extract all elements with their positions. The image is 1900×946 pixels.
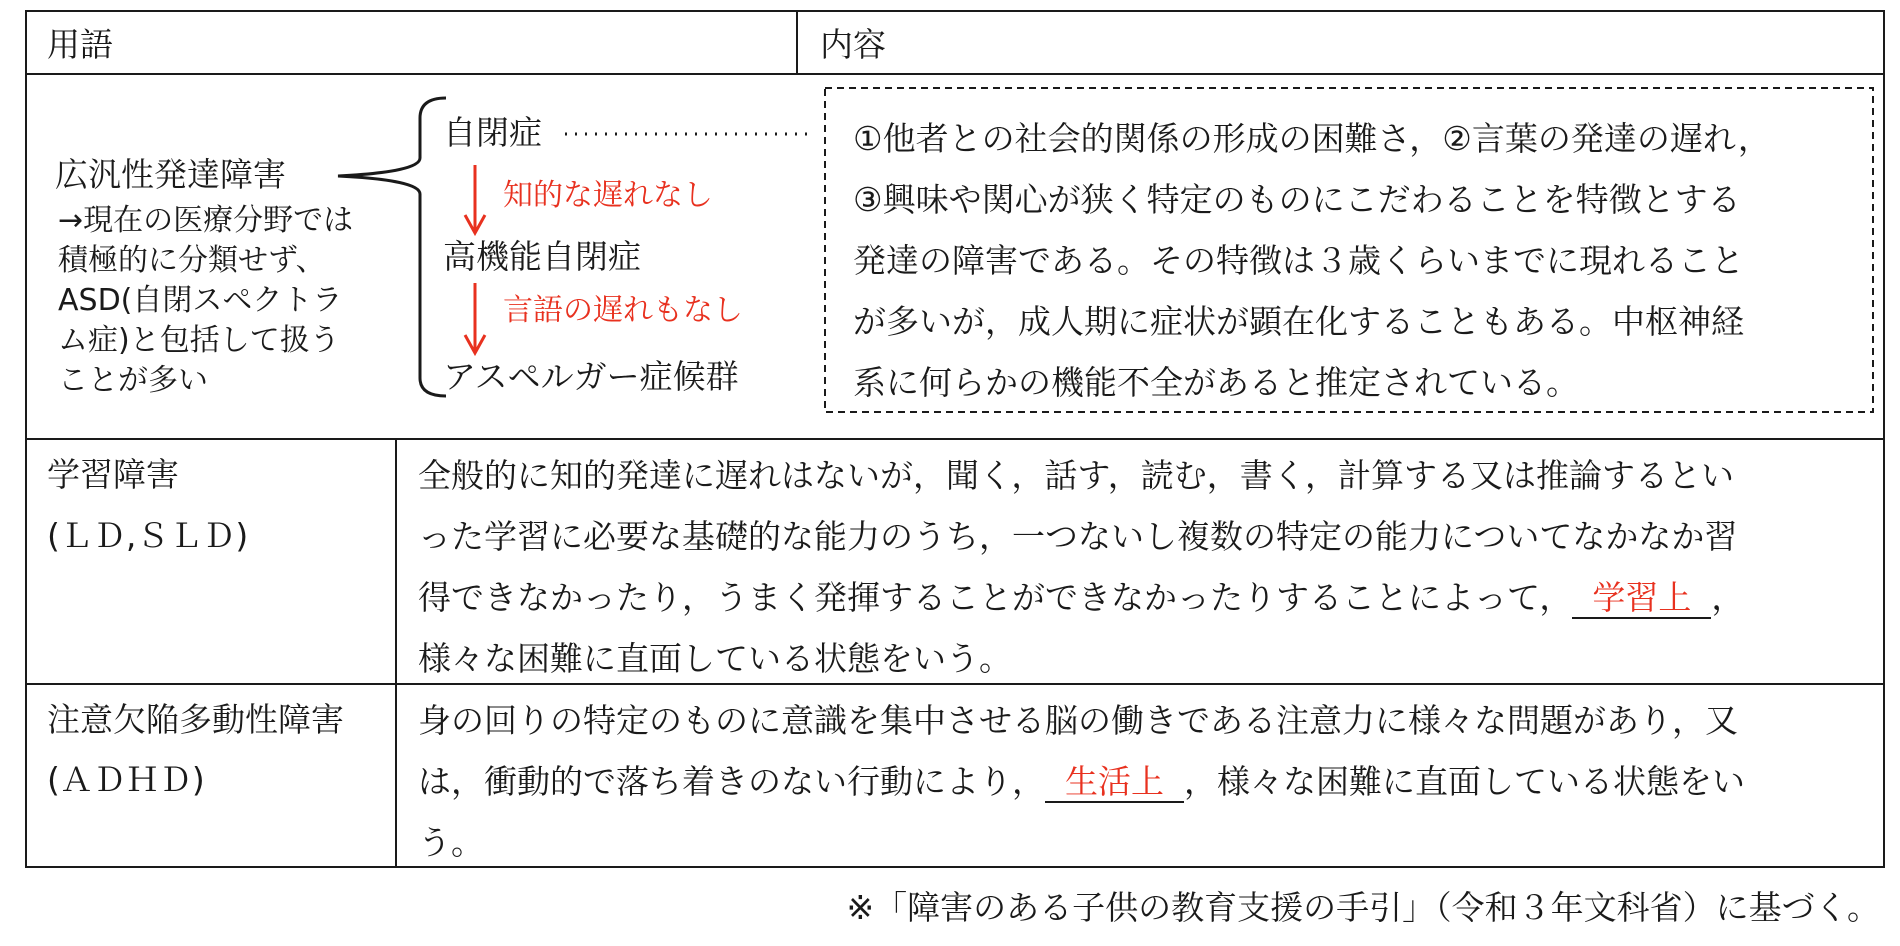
adhd-term-abbr: (ＡＤＨＤ) [47, 760, 205, 799]
ld-blank-answer: 学習上 [1572, 578, 1711, 619]
arrow2-label: 言語の遅れもなし [503, 293, 743, 328]
pdd-note-line: ASD(自閉スペクトラ [58, 283, 343, 318]
adhd-description: 身の回りの特定のものに意識を集中させる脳の働きである注意力に様々な問題があり，又 は，衝動的で落ち着きのない行動により， 生活上 ，様々な困難に直面している状態をい う。 [418, 701, 1745, 862]
header-content: 内容 [820, 25, 886, 64]
pdd-term: 広汎性発達障害 [55, 155, 286, 194]
pdd-note-line: 積極的に分類せず、 [58, 243, 326, 278]
adhd-term: 注意欠陥多動性障害 [47, 700, 344, 739]
pdd-sub-asperger: アスペルガー症候群 [443, 357, 739, 396]
pdd-note-line: ム症)と包括して扱う [58, 323, 340, 358]
header-term: 用語 [47, 25, 113, 64]
pdd-sub-autism: 自閉症 [443, 113, 542, 152]
pdd-sub-hfa: 高機能自閉症 [443, 237, 641, 276]
pdd-description: ①他者との社会的関係の形成の困難さ，②言葉の発達の遅れ， ③興味や関心が狭く特定のものにこだわることを特徴とする 発達の障害である。その特徴は３歳くらいまでに現れること が多いが，成人期に症状が顕在化することもある。中枢神経 系に何らかの機能不全があると推定されている。 [853, 119, 1771, 402]
ld-term: 学習障害 [47, 455, 179, 494]
pdd-note-line: →現在の医療分野では [58, 203, 354, 238]
ld-description: 全般的に知的発達に遅れはないが，聞く，話す，読む，書く，計算する又は推論するとい った学習に必要な基礎的な能力のうち，一つないし複数の特定の能力についてなかなか習 得できなかったり，うまく発揮することができなかったりすることによって， 学習上 ， 様々な困難に直面している状態をいう。 [418, 456, 1745, 678]
pdd-note-line: ことが多い [58, 363, 208, 398]
footnote: ※「障害のある子供の教育支援の手引」（令和３年文科省）に基づく。 [846, 888, 1880, 927]
adhd-blank-answer: 生活上 [1045, 762, 1184, 803]
ld-term-abbr: (ＬＤ,ＳＬＤ) [47, 516, 249, 555]
arrow1-label: 知的な遅れなし [503, 178, 713, 213]
brace [338, 98, 446, 396]
